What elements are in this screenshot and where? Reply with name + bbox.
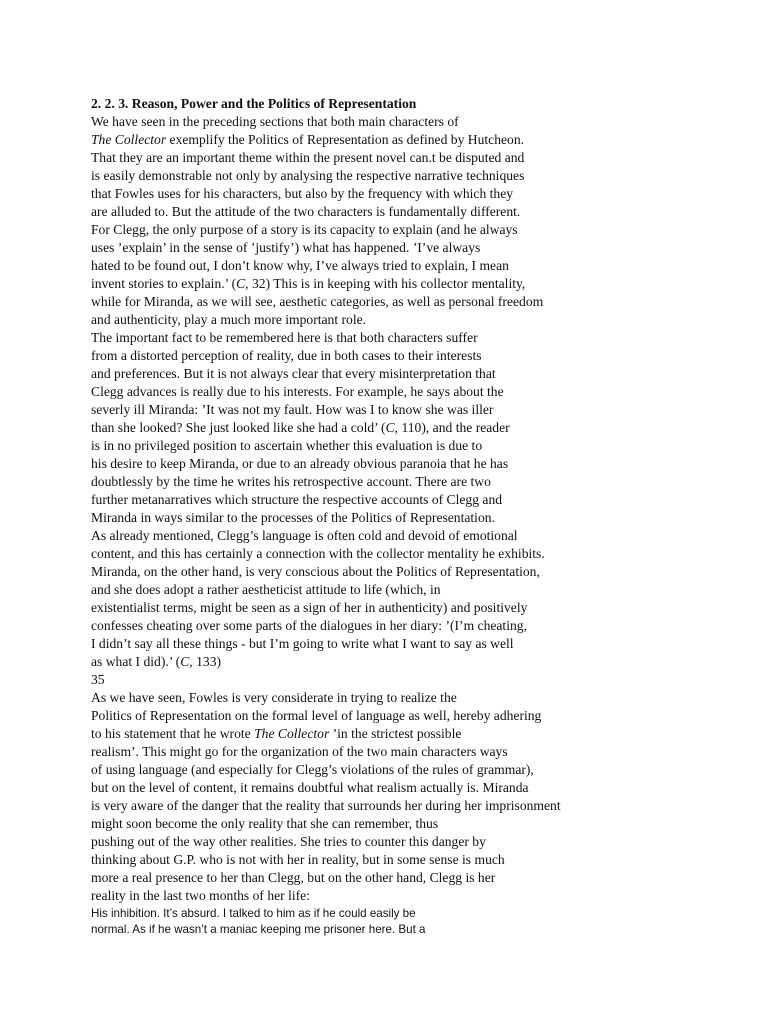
text-segment: his desire to keep Miranda, or due to an already obvious paranoia that he has [91,456,509,471]
text-segment: , 133) [189,654,222,669]
text-segment: while for Miranda, as we will see, aesthetic categories, as well as personal freedom [91,294,544,309]
quote-line: His inhibition. It’s absurd. I talked to him as if he could easily be [91,907,416,920]
text-segment: of using language (and especially for Clegg’s violations of the rules of grammar), [91,762,534,777]
italic-text: The Collector [254,726,330,741]
text-segment: exemplify the Politics of Representation as defined by Hutcheon. [166,132,525,147]
text-segment: that Fowles uses for his characters, but also by the frequency with which they [91,186,514,201]
text-line [91,815,631,833]
text-segment: reality in the last two months of her life: [91,888,310,903]
text-segment: content, and this has certainly a connection with the collector mentality he exhibits. [91,546,545,561]
text-line [91,509,631,527]
text-line [91,707,631,725]
italic-text: C [236,276,246,291]
text-line [91,869,631,887]
text-segment: uses ’explain’ in the sense of ’justify’) what has happened. ’I’ve always [91,240,481,255]
text-segment: but on the level of content, it remains doubtful what realism actually is. Miranda [91,780,529,795]
text-line [91,275,631,293]
text-line [91,617,631,635]
text-segment: more a real presence to her than Clegg, but on the other hand, Clegg is her [91,870,496,885]
text-line [91,743,631,761]
text-segment: and she does adopt a rather aestheticist attitude to life (which, in [91,582,441,597]
text-line [91,131,631,149]
text-segment: Miranda, on the other hand, is very conscious about the Politics of Representation, [91,564,540,579]
text-segment: further metanarratives which structure the respective accounts of Clegg and [91,492,503,507]
document-page [91,95,631,938]
text-segment: , 32) This is in keeping with his collector mentality, [245,276,526,291]
text-line [91,635,631,653]
text-line [91,113,631,131]
text-line [91,851,631,869]
text-line [91,221,631,239]
text-segment: That they are an important theme within the present novel can.t be disputed and [91,150,525,165]
text-line [91,797,631,815]
italic-text: C [180,654,190,669]
body-text [91,113,631,905]
text-line [91,203,631,221]
text-line [91,545,631,563]
section-heading: 2. 2. 3. Reason, Power and the Politics of Representation [91,96,417,111]
text-line [91,491,631,509]
text-line [91,365,631,383]
text-line [91,581,631,599]
text-line [91,437,631,455]
text-line [91,293,631,311]
text-segment: invent stories to explain.’ ( [91,276,237,291]
text-segment: is in no privileged position to ascertain whether this evaluation is due to [91,438,483,453]
text-line [91,671,631,689]
text-segment: doubtlessly by the time he writes his retrospective account. There are two [91,474,491,489]
text-line [91,689,631,707]
text-line [91,185,631,203]
text-segment: than she looked? She just looked like she had a cold’ ( [91,420,386,435]
italic-text: The Collector [91,132,167,147]
text-line [91,455,631,473]
text-line [91,599,631,617]
text-segment: existentialist terms, might be seen as a sign of her in authenticity) and positively [91,600,528,615]
text-segment: , 110), and the reader [394,420,510,435]
text-segment: is very aware of the danger that the reality that surrounds her during her imprisonment [91,798,561,813]
italic-text: C [385,420,395,435]
text-segment: thinking about G.P. who is not with her in reality, but in some sense is much [91,852,505,867]
text-segment: I didn’t say all these things - but I’m going to write what I want to say as well [91,636,514,651]
text-line [91,167,631,185]
quote-line: normal. As if he wasn’t a maniac keeping me prisoner here. But a [91,923,426,936]
text-segment: and preferences. But it is not always clear that every misinterpretation that [91,366,496,381]
text-line [91,527,631,545]
text-line [91,725,631,743]
text-segment: As we have seen, Fowles is very considerate in trying to realize the [91,690,457,705]
text-segment: Clegg advances is really due to his interests. For example, he says about the [91,384,504,399]
text-line [91,653,631,671]
text-segment: We have seen in the preceding sections that both main characters of [91,114,459,129]
text-line [91,761,631,779]
text-segment: might soon become the only reality that she can remember, thus [91,816,439,831]
text-segment: ’in the strictest possible [329,726,462,741]
text-line [91,473,631,491]
text-line [91,239,631,257]
text-line [91,149,631,167]
text-segment: is easily demonstrable not only by analysing the respective narrative techniques [91,168,525,183]
text-line [91,833,631,851]
text-segment: and authenticity, play a much more important role. [91,312,367,327]
text-segment: 35 [91,672,105,687]
text-line [91,779,631,797]
text-segment: Politics of Representation on the formal level of language as well, hereby adhering [91,708,542,723]
text-segment: to his statement that he wrote [91,726,255,741]
text-segment: Miranda in ways similar to the processes of the Politics of Representation. [91,510,495,525]
text-line [91,401,631,419]
text-segment: severly ill Miranda: ’It was not my fault. How was I to know she was iller [91,402,494,417]
text-segment: pushing out of the way other realities. She tries to counter this danger by [91,834,486,849]
text-segment: The important fact to be remembered here is that both characters suffer [91,330,478,345]
text-line [91,311,631,329]
text-segment: As already mentioned, Clegg’s language is often cold and devoid of emotional [91,528,518,543]
text-line [91,257,631,275]
text-segment: are alluded to. But the attitude of the two characters is fundamentally different. [91,204,521,219]
text-line [91,329,631,347]
text-line [91,347,631,365]
text-segment: realism’. This might go for the organization of the two main characters ways [91,744,508,759]
text-line [91,563,631,581]
text-segment: hated to be found out, I don’t know why, I’ve always tried to explain, I mean [91,258,509,273]
text-line [91,887,631,905]
text-segment: as what I did).’ ( [91,654,181,669]
block-quote [91,906,631,938]
text-segment: confesses cheating over some parts of the dialogues in her diary: ’(I’m cheating, [91,618,527,633]
text-segment: from a distorted perception of reality, due in both cases to their interests [91,348,482,363]
text-line [91,383,631,401]
text-segment: For Clegg, the only purpose of a story is its capacity to explain (and he always [91,222,518,237]
text-line [91,419,631,437]
